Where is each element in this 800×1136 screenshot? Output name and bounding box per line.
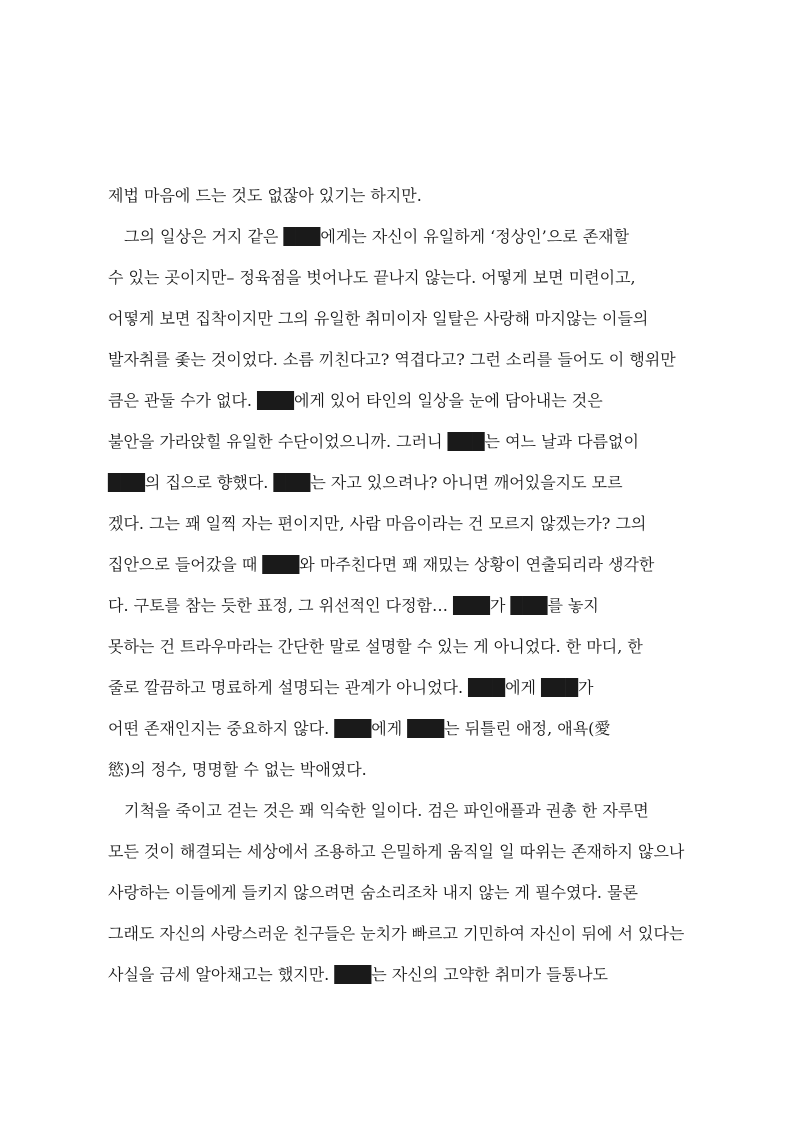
text-line: 모든 것이 해결되는 세상에서 조용하고 은밀하게 움직일 일 따위는 존재하지 않으나	[108, 842, 685, 861]
text-line: 발자취를 좇는 것이었다. 소름 끼친다고? 역겹다고? 그런 소리를 들어도 이 행위만	[108, 350, 676, 369]
text-line: 줄로 깔끔하고 명료하게 설명되는 관계가 아니었다. ███에게 ███가	[108, 678, 594, 697]
text-line: 기척을 죽이고 걷는 것은 꽤 익숙한 일이다. 검은 파인애플과 권총 한 자루면	[124, 801, 649, 820]
text-line: 큼은 관둘 수가 없다. ███에게 있어 타인의 일상을 눈에 담아내는 것은	[108, 391, 603, 410]
text-line: 그래도 자신의 사랑스러운 친구들은 눈치가 빠르고 기민하여 자신이 뒤에 서 있다는	[108, 924, 685, 943]
text-line: 慾)의 정수, 명명할 수 없는 박애였다.	[108, 760, 367, 779]
text-line: 사랑하는 이들에게 들키지 않으려면 숨소리조차 내지 않는 게 필수였다. 물론	[108, 883, 638, 902]
text-line: 겠다. 그는 꽤 일찍 자는 편이지만, 사람 마음이라는 건 모르지 않겠는가? 그의	[108, 514, 647, 533]
text-line: 어떻게 보면 집착이지만 그의 유일한 취미이자 일탈은 사랑해 마지않는 이들의	[108, 309, 649, 328]
text-line: 다. 구토를 참는 듯한 표정, 그 위선적인 다정함… ███가 ███를 놓지	[108, 596, 599, 615]
text-line: ███의 집으로 향했다. ███는 자고 있으려나? 아니면 깨어있을지도 모르	[108, 473, 623, 492]
text-line: 불안을 가라앉힐 유일한 수단이었으니까. 그러니 ███는 여느 날과 다름없이	[108, 432, 639, 451]
text-line: 그의 일상은 거지 같은 ███에게는 자신이 유일하게 ‘정상인’으로 존재할	[124, 227, 630, 246]
text-line: 못하는 건 트라우마라는 간단한 말로 설명할 수 있는 게 아니었다. 한 마디, 한	[108, 637, 643, 656]
text-line: 어떤 존재인지는 중요하지 않다. ███에게 ███는 뒤틀린 애정, 애욕(愛	[108, 719, 611, 738]
text-line: 사실을 금세 알아채고는 했지만. ███는 자신의 고약한 취미가 들통나도	[108, 965, 609, 984]
text-line: 제법 마음에 드는 것도 없잖아 있기는 하지만.	[108, 186, 422, 205]
text-line: 수 있는 곳이지만– 정육점을 벗어나도 끝나지 않는다. 어떻게 보면 미련이고,	[108, 268, 636, 287]
text-line: 집안으로 들어갔을 때 ███와 마주친다면 꽤 재밌는 상황이 연출되리라 생각한	[108, 555, 655, 574]
